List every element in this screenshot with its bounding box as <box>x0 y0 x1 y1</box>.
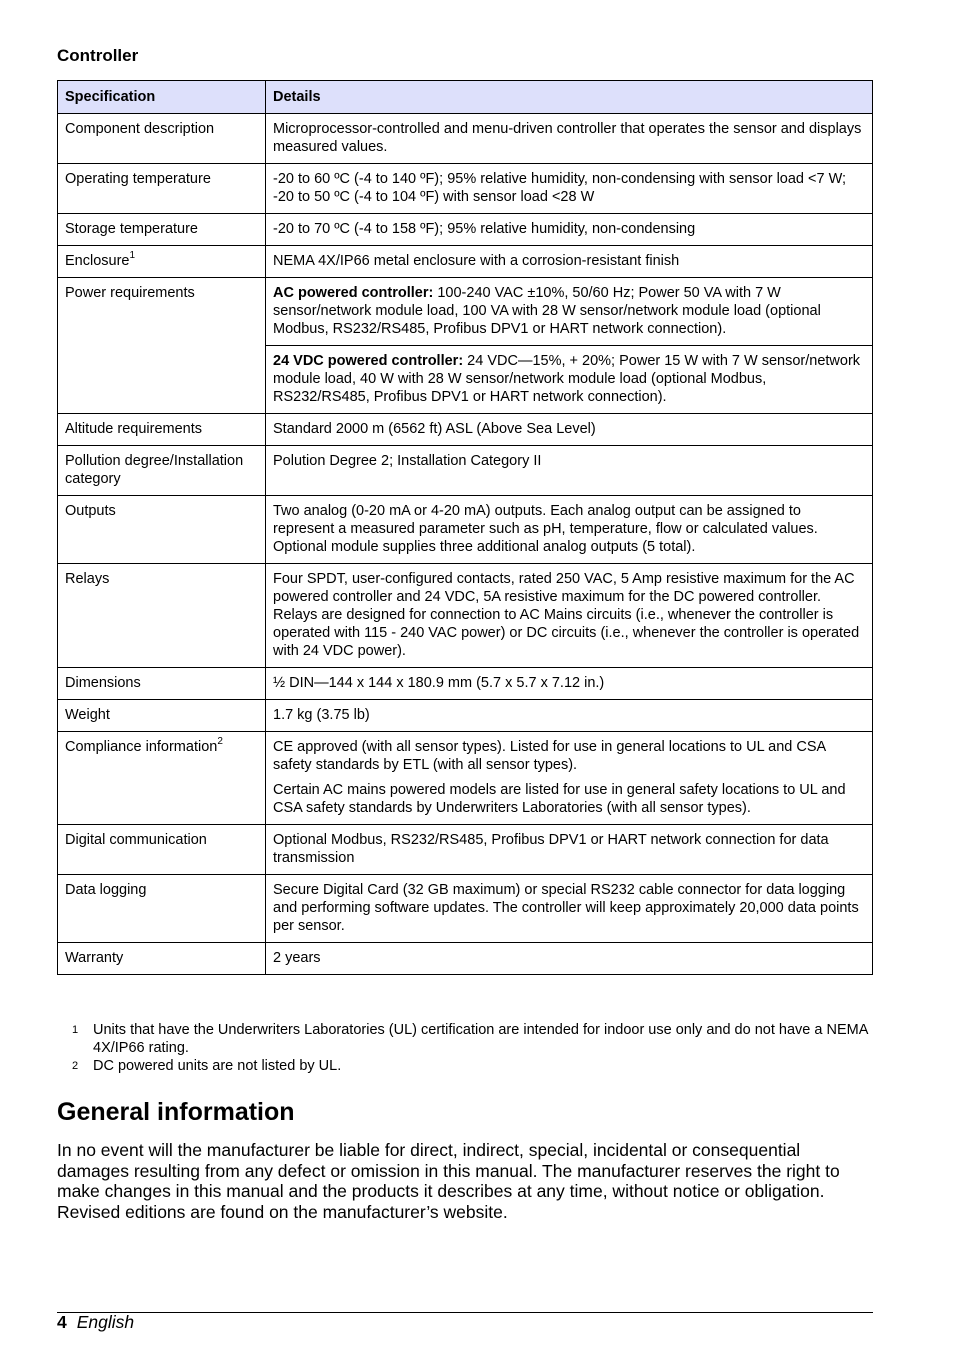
spec-cell: Data logging <box>58 875 266 943</box>
page-footer <box>57 1312 134 1333</box>
spec-cell: Component description <box>58 114 266 164</box>
dc-power-lead: 24 VDC powered controller: <box>273 353 464 369</box>
table-row <box>58 164 873 214</box>
table-row <box>58 732 873 825</box>
footnote <box>57 1057 873 1075</box>
details-cell: Two analog (0-20 mA or 4-20 mA) outputs. Each analog output can be assigned to represent a measured parameter such as pH, temperature, flow or calculated values. Optional module supplies three additional analog outputs (5 total). <box>266 496 873 564</box>
dc-power-details <box>266 345 872 413</box>
details-cell: 1.7 kg (3.75 lb) <box>266 700 873 732</box>
details-cell <box>266 278 873 414</box>
compliance-paragraph: Certain AC mains powered models are listed for use in general safety locations to UL and CSA safety standards by Underwriters Laboratories (with all sensor types). <box>273 782 846 816</box>
details-cell: 2 years <box>266 943 873 975</box>
table-row <box>58 825 873 875</box>
table-row <box>58 246 873 278</box>
table-row <box>58 278 873 414</box>
table-row <box>58 414 873 446</box>
spec-cell: Weight <box>58 700 266 732</box>
spec-cell: Digital communication <box>58 825 266 875</box>
table-row <box>58 564 873 668</box>
spec-cell <box>58 246 266 278</box>
spec-cell: Warranty <box>58 943 266 975</box>
footnote-number: 1 <box>72 1024 79 1036</box>
table-header-row <box>58 81 873 114</box>
table-row <box>58 446 873 496</box>
spec-label: Enclosure <box>65 253 130 269</box>
details-cell: Microprocessor-controlled and menu-driven controller that operates the sensor and displays measured values. <box>266 114 873 164</box>
ac-power-lead: AC powered controller: <box>273 285 434 301</box>
table-row <box>58 214 873 246</box>
compliance-paragraph: CE approved (with all sensor types). Listed for use in general locations to UL and CSA safety standards by ETL (with all sensor types). <box>273 739 826 773</box>
specifications-table <box>57 80 873 975</box>
spec-cell <box>58 732 266 825</box>
table-row <box>58 700 873 732</box>
footnotes <box>57 1021 873 1075</box>
footer-language: English <box>76 1312 135 1332</box>
footnote-text: DC powered units are not listed by UL. <box>93 1058 342 1074</box>
spec-cell: Operating temperature <box>58 164 266 214</box>
footer-divider <box>57 1312 873 1313</box>
table-row <box>58 668 873 700</box>
header-specification: Specification <box>58 81 266 114</box>
details-cell <box>266 732 873 825</box>
details-cell: Optional Modbus, RS232/RS485, Profibus DPV1 or HART network connection for data transmission <box>266 825 873 875</box>
footnote-number: 2 <box>72 1060 79 1072</box>
details-cell: Secure Digital Card (32 GB maximum) or special RS232 cable connector for data logging and performing software updates. The controller will keep approximately 20,000 data points per sensor. <box>266 875 873 943</box>
table-row <box>58 943 873 975</box>
ac-power-text: 100-240 VAC ±10%, 50/60 Hz; Power 50 VA with 7 W sensor/network module load, 100 VA with 28 W sensor/network module load (optional Modbus, RS232/RS485, Profibus DPV1 or HART network connection). <box>273 285 821 337</box>
footnote-text: Units that have the Underwriters Laboratories (UL) certification are intended for indoor use only and do not have a NEMA 4X/IP66 rating. <box>93 1022 868 1056</box>
general-information-body: In no event will the manufacturer be liable for direct, indirect, special, incidental or consequential damages resulting from any defect or omission in this manual. The manufacturer reserves the right to make changes in this manual and the products it describes at any time, without notice or obligation. Revised editions are found on the manufacturer’s website. <box>57 1140 840 1222</box>
footnote <box>57 1021 873 1057</box>
spec-cell: Storage temperature <box>58 214 266 246</box>
spec-cell: Outputs <box>58 496 266 564</box>
dc-power-text: 24 VDC—15%, + 20%; Power 15 W with 7 W sensor/network module load, 40 W with 28 W sensor/network module load (optional Modbus, RS232/RS485, Profibus DPV1 or HART network connection). <box>273 353 861 405</box>
section-title: Controller <box>57 46 139 65</box>
table-row <box>58 114 873 164</box>
spec-cell: Relays <box>58 564 266 668</box>
spec-cell: Pollution degree/Installation category <box>58 446 266 496</box>
details-cell: -20 to 70 ºC (-4 to 158 ºF); 95% relative humidity, non-condensing <box>266 214 873 246</box>
spec-cell: Dimensions <box>58 668 266 700</box>
spec-label: Compliance information <box>65 739 218 755</box>
header-details: Details <box>266 81 873 114</box>
spec-cell: Altitude requirements <box>58 414 266 446</box>
details-cell: Polution Degree 2; Installation Category II <box>266 446 873 496</box>
footnote-ref: 2 <box>217 736 223 748</box>
table-row <box>58 496 873 564</box>
table-row <box>58 875 873 943</box>
ac-power-details <box>266 278 872 345</box>
spec-cell: Power requirements <box>58 278 266 414</box>
details-cell: ½ DIN—144 x 144 x 180.9 mm (5.7 x 5.7 x 7.12 in.) <box>266 668 873 700</box>
details-cell: NEMA 4X/IP66 metal enclosure with a corrosion-resistant finish <box>266 246 873 278</box>
page-number: 4 <box>57 1312 67 1332</box>
footnote-ref: 1 <box>129 250 136 262</box>
details-cell: Four SPDT, user-configured contacts, rated 250 VAC, 5 Amp resistive maximum for the AC powered controller and 24 VDC, 5A resistive maximum for the DC powered controller. Relays are designed for connection to AC Mains circuits (i.e., whenever the controller is operated with 115 - 240 VAC power) or DC circuits (i.e., whenever the controller is operated with 24 VDC power). <box>266 564 873 668</box>
details-cell: Standard 2000 m (6562 ft) ASL (Above Sea Level) <box>266 414 873 446</box>
general-information-heading: General information <box>57 1098 295 1126</box>
details-cell: -20 to 60 ºC (-4 to 140 ºF); 95% relative humidity, non-condensing with sensor load <7 W; -20 to 50 ºC (-4 to 104 ºF) with sensor load <28 W <box>266 164 873 214</box>
